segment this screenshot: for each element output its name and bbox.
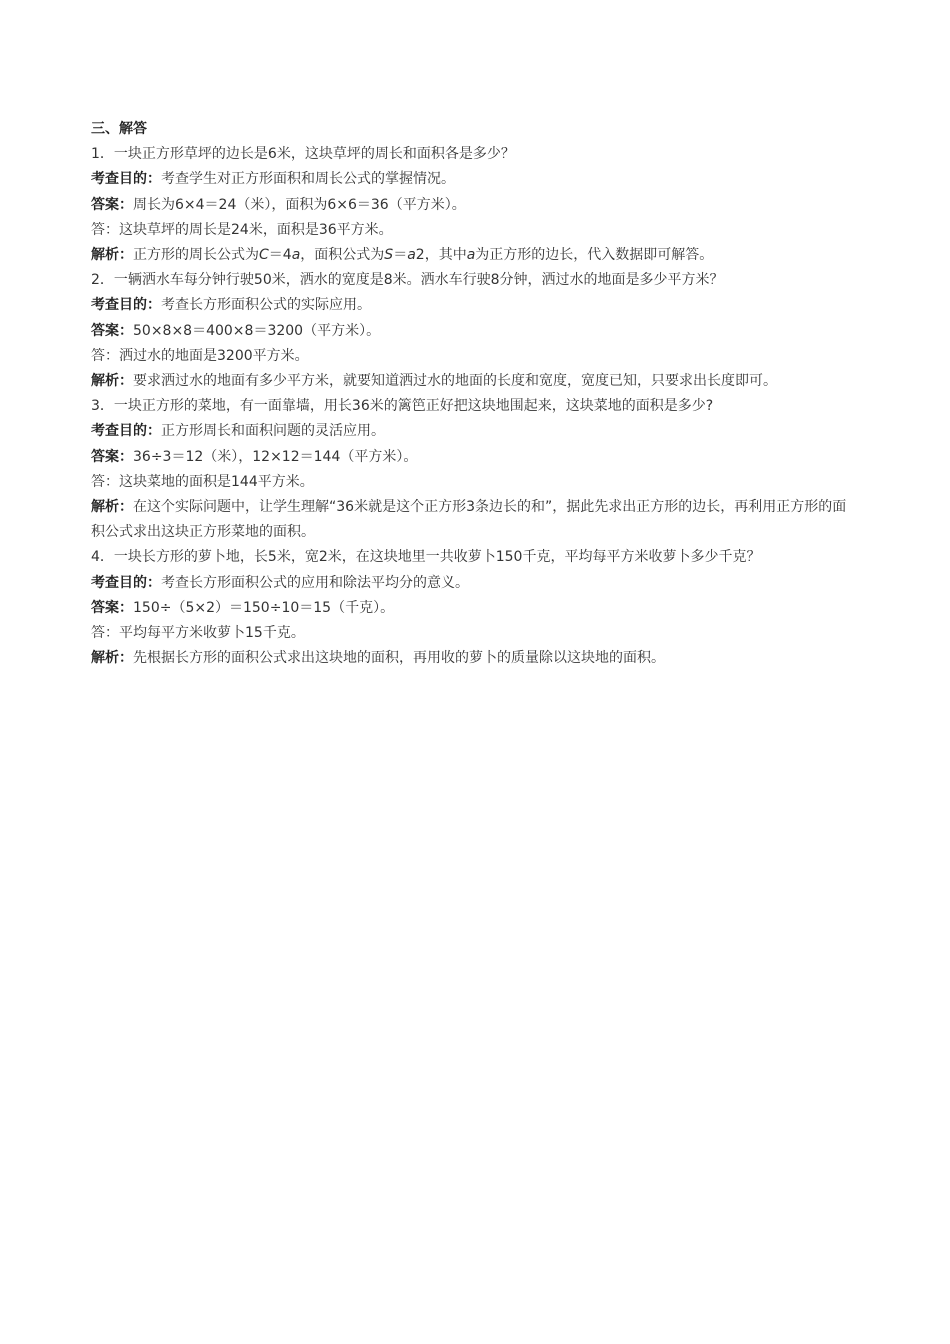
q3-purpose-text: 正方形周长和面积问题的灵活应用。 [161,423,385,440]
q4-answer [91,596,853,621]
q4-purpose [91,571,853,596]
q1-analysis-part: 2，其中 [415,247,467,264]
q1-analysis-part: ＝4 [268,247,292,264]
q3-answer [91,445,853,470]
q1-question: 1．一块正方形草坪的边长是6米，这块草坪的周长和面积各是多少？ [91,146,515,163]
q1-analysis [91,243,853,268]
q3-analysis-text: 在这个实际问题中，让学生理解“36米就是这个正方形3条边长的和”，据此先求出正方形的边长，再利用正方形的面积公式求出这块正方形菜地的面积。 [91,499,847,541]
answer-label: 答案： [91,196,133,213]
formula-var: S [384,247,394,264]
answer-label: 答案： [91,599,133,616]
q4-purpose-text: 考查长方形面积公式的应用和除法平均分的意义。 [161,574,469,591]
q3-purpose [91,419,853,444]
q2-analysis-text: 要求洒过水的地面有多少平方米，就要知道洒过水的地面的长度和宽度，宽度已知，只要求出长度即可。 [133,373,777,390]
q1-answer [91,193,853,218]
q2-answer [91,319,853,344]
q4-answer-text: 150÷（5×2）＝150÷10＝15（千克）。 [133,599,395,616]
purpose-label: 考查目的： [91,574,161,591]
purpose-label: 考查目的： [91,423,161,440]
q3-answer-text: 36÷3＝12（米），12×12＝144（平方米）。 [133,448,418,465]
q1-analysis-part: 为正方形的边长，代入数据即可解答。 [475,247,714,264]
q2-purpose-text: 考查长方形面积公式的实际应用。 [161,297,371,314]
section-title: 三、解答 [91,121,147,137]
q1-analysis-part: ，面积公式为 [300,247,385,264]
purpose-label: 考查目的： [91,297,161,314]
q2-analysis [91,369,853,394]
analysis-label: 解析： [91,650,133,667]
q3-reply: 答：这块菜地的面积是144平方米。 [91,473,314,490]
formula-var: a [407,247,416,264]
q3-analysis [91,495,853,545]
q1-analysis-part: ＝ [393,247,408,264]
q2-purpose [91,293,853,318]
q4-reply: 答：平均每平方米收萝卜15千克。 [91,625,305,642]
q4-analysis [91,646,853,671]
q1-purpose-text: 考查学生对正方形面积和周长公式的掌握情况。 [161,171,455,188]
analysis-label: 解析： [91,373,133,390]
answer-label: 答案： [91,322,133,339]
q1-analysis-part: 正方形的周长公式为 [133,247,259,264]
q2-answer-text: 50×8×8＝400×8＝3200（平方米）。 [133,322,381,339]
q4-question: 4．一块长方形的萝卜地，长5米，宽2米，在这块地里一共收萝卜150千克，平均每平方米收萝卜多少千克？ [91,549,761,566]
analysis-label: 解析： [91,247,133,264]
q1-reply: 答：这块草坪的周长是24米，面积是36平方米。 [91,221,393,238]
document-page [91,117,853,671]
answer-label: 答案： [91,448,133,465]
q2-reply: 答：洒过水的地面是3200平方米。 [91,347,309,364]
purpose-label: 考查目的： [91,171,161,188]
q3-question: 3．一块正方形的菜地，有一面靠墙，用长36米的篱笆正好把这块地围起来，这块菜地的面积是多少? [91,398,714,415]
analysis-label: 解析： [91,499,133,516]
formula-var: a [466,247,476,264]
q2-question: 2．一辆洒水车每分钟行驶50米，洒水的宽度是8米。洒水车行驶8分钟，洒过水的地面是多少平方米？ [91,272,724,289]
formula-var: a [291,247,301,264]
formula-var: C [259,247,269,264]
q1-purpose [91,167,853,192]
q4-analysis-text: 先根据长方形的面积公式求出这块地的面积，再用收的萝卜的质量除以这块地的面积。 [133,650,665,667]
q1-answer-text: 周长为6×4＝24（米），面积为6×6＝36（平方米）。 [133,196,466,213]
